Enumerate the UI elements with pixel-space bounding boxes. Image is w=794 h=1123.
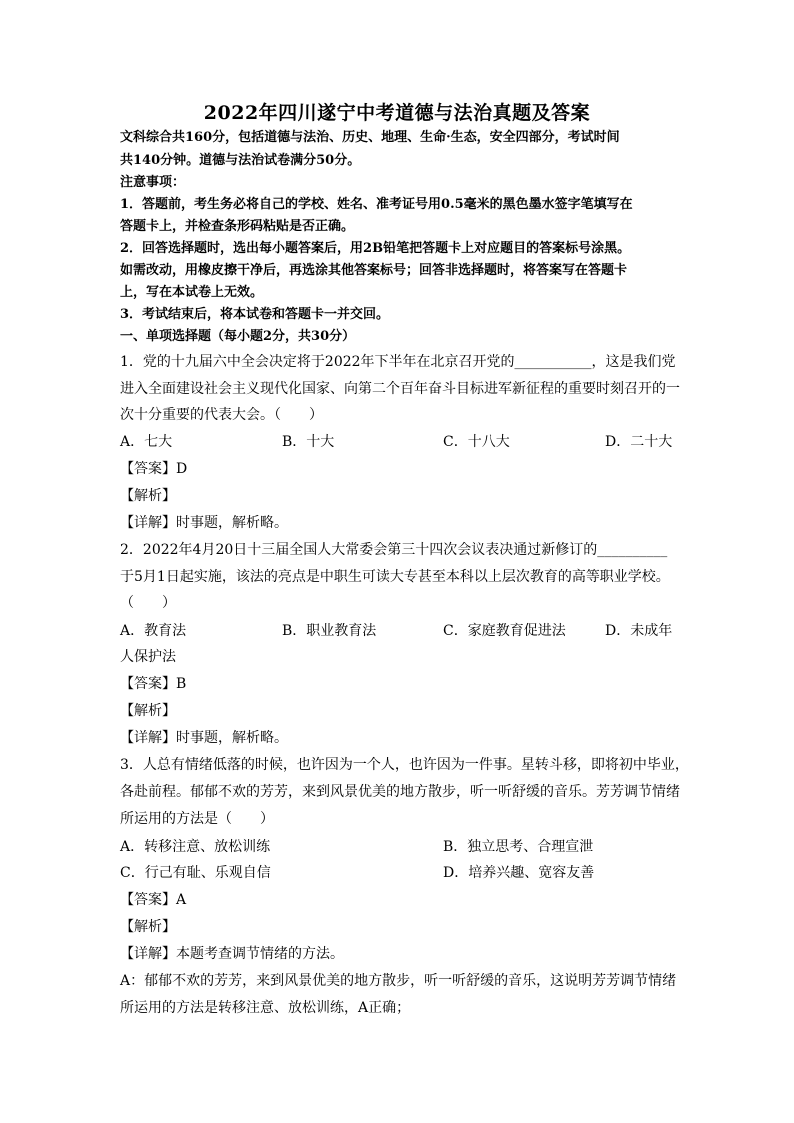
q1-option-d: D．二十大 [605,434,673,450]
q1-line-3: 次十分重要的代表大会。（ ） [120,407,323,423]
q2-option-b: B．职业教育法 [282,623,377,639]
q3-option-a: A．转移注意、放松训练 [120,839,271,855]
q3-answer: 【答案】A [120,892,187,908]
q2-option-d: D．未成年 [605,623,673,639]
q1-analysis: 【解析】 [120,488,176,504]
q1-option-c: C．十八大 [443,434,510,450]
notice-line-5: 上，写在本试卷上无效。 [120,285,264,300]
notice-line-3: 2．回答选择题时，选出每小题答案后，用2B铅笔把答题卡上对应题目的答案标号涂黑。 [120,241,631,256]
section-heading: 一、单项选择题（每小题2分，共30分） [120,329,356,344]
intro-line-2: 共140分钟。道德与法治试卷满分50分。 [120,153,361,168]
q1-option-b: B．十大 [282,434,335,450]
q1-answer: 【答案】D [120,461,188,477]
q1-line-2: 进入全面建设社会主义现代化国家、向第二个百年奋斗目标进军新征程的重要时刻召开的一 [120,381,680,397]
q1-option-a: A．七大 [120,434,173,450]
q2-answer: 【答案】B [120,676,187,692]
q3-line-2: 各赴前程。郁郁不欢的芳芳，来到风景优美的地方散步，听一听舒缓的音乐。芳芳调节情绪 [120,784,680,800]
q2-option-d-cont: 人保护法 [120,649,176,665]
notice-line-1: 1．答题前，考生务必将自己的学校、姓名、准考证号用0.5毫米的黑色墨水签字笔填写在 [120,197,633,212]
q2-option-c: C．家庭教育促进法 [443,623,566,639]
q3-line-3: 所运用的方法是（ ） [120,811,274,827]
q3-analysis: 【解析】 [120,919,176,935]
q2-line-2: 于5月1日起实施，该法的亮点是中职生可读大专甚至本科以上层次教育的高等职业学校。 [120,569,670,585]
q3-option-b: B．独立思考、合理宣泄 [443,839,594,855]
q2-option-a: A．教育法 [120,623,187,639]
q3-line-1: 3．人总有情绪低落的时候，也许因为一个人，也许因为一件事。星转斗移，即将初中毕业， [120,757,689,773]
q2-detail: 【详解】时事题，解析略。 [120,730,288,746]
intro-line-1: 文科综合共160分，包括道德与法治、历史、地理、生命·生态，安全四部分，考试时间 [120,130,620,145]
q2-line-1: 2．2022年4月20日十三届全国人大常委会第三十四次会议表决通过新修订的__________ [120,542,668,558]
notice-line-2: 答题卡上，并检查条形码粘贴是否正确。 [120,219,355,234]
q2-analysis: 【解析】 [120,703,176,719]
q3-explain-line-2: 所运用的方法是转移注意、放松训练，A正确； [120,1000,411,1016]
q3-explain-line-1: A：郁郁不欢的芳芳，来到风景优美的地方散步，听一听舒缓的音乐，这说明芳芳调节情绪 [120,973,677,989]
q1-line-1: 1．党的十九届六中全会决定将于2022年下半年在北京召开党的___________，这是我们党 [120,354,676,370]
q1-detail: 【详解】时事题，解析略。 [120,515,288,531]
notice-heading: 注意事项： [120,175,186,190]
q3-detail: 【详解】本题考查调节情绪的方法。 [120,946,344,962]
notice-line-4: 如需改动，用橡皮擦干净后，再选涂其他答案标号；回答非选择题时，将答案写在答题卡 [120,263,628,278]
q3-option-d: D．培养兴趣、宽容友善 [443,865,595,881]
page-title: 2022年四川遂宁中考道德与法治真题及答案 [203,102,591,124]
q3-option-c: C．行己有耻、乐观自信 [120,865,271,881]
q2-line-3: （ ） [120,595,176,611]
notice-line-6: 3．考试结束后，将本试卷和答题卡一并交回。 [120,307,390,322]
